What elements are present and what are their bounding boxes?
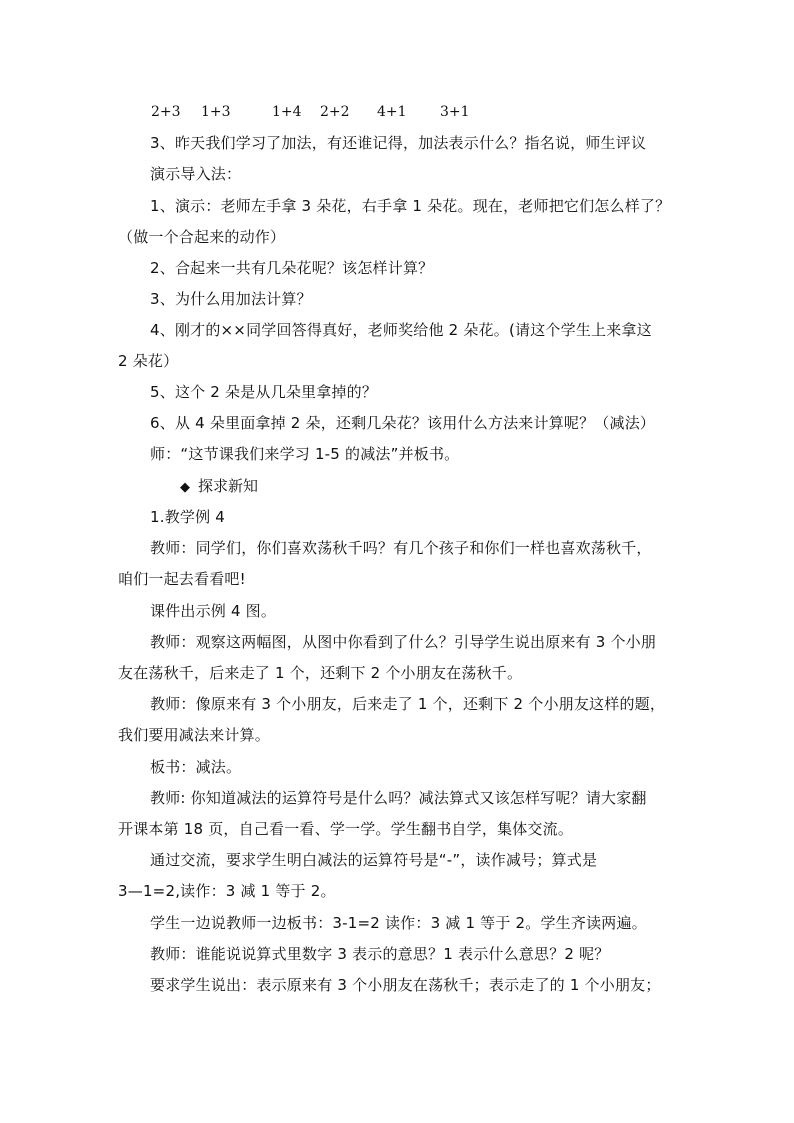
paragraph-line: 3、昨天我们学习了加法，有还谁记得，加法表示什么？指名说，师生评议 (150, 134, 647, 152)
paragraph-line: 友在荡秋千，后来走了 1 个，还剩下 2 个小朋友在荡秋千。 (118, 664, 523, 682)
section-heading (180, 476, 258, 498)
paragraph-line: 教师：像原来有 3 个小朋友，后来走了 1 个，还剩下 2 个小朋友这样的题， (150, 695, 666, 713)
paragraph-line: 教师: 你知道减法的运算符号是什么吗？减法算式又该怎样写呢？请大家翻 (150, 789, 647, 807)
paragraph-line: 2、合起来一共有几朵花呢？该怎样计算？ (150, 259, 434, 277)
paragraph-line: 开课本第 18 页，自己看一看、学一学。学生翻书自学，集体交流。 (118, 820, 574, 838)
paragraph-line: 咱们一起去看看吧! (118, 570, 246, 588)
paragraph-line: 学生一边说教师一边板书：3-1=2 读作：3 减 1 等于 2。学生齐读两遍。 (150, 914, 647, 932)
paragraph-line: 教师：同学们，你们喜欢荡秋千吗？有几个孩子和你们一样也喜欢荡秋千， (150, 539, 652, 557)
paragraph-line: 4、刚才的××同学回答得真好，老师奖给他 2 朵花。(请这个学生上来拿这 (150, 321, 652, 339)
exercise-item: 2+2 (320, 104, 350, 120)
exercise-item: 1+4 (272, 104, 302, 120)
paragraph-line: 师：“这节课我们来学习 1-5 的减法”并板书。 (150, 445, 460, 463)
paragraph-line: 1.教学例 4 (150, 508, 226, 526)
paragraph-line: 教师：谁能说说算式里数字 3 表示的意思？1 表示什么意思？2 呢？ (150, 945, 610, 963)
paragraph-line: 6、从 4 朵里面拿掉 2 朵，还剩几朵花？该用什么方法来计算呢？（减法） (150, 414, 656, 432)
exercise-item: 3+1 (440, 104, 470, 120)
exercise-item: 4+1 (377, 104, 407, 120)
paragraph-line: 教师：观察这两幅图，从图中你看到了什么？引导学生说出原来有 3 个小朋 (150, 633, 657, 651)
paragraph-line: （做一个合起来的动作） (118, 228, 286, 246)
paragraph-line: 1、演示：老师左手拿 3 朵花，右手拿 1 朵花。现在，老师把它们怎么样了？ (150, 197, 671, 215)
paragraph-line: 5、这个 2 朵是从几朵里拿掉的？ (150, 383, 378, 401)
diamond-bullet-icon: ◆ (180, 480, 190, 495)
section-title: 探求新知 (198, 477, 259, 495)
paragraph-line: 课件出示例 4 图。 (150, 602, 277, 620)
exercise-item: 2+3 (151, 104, 181, 120)
paragraph-line: 通过交流，要求学生明白减法的运算符号是“-”，读作减号；算式是 (150, 851, 598, 869)
paragraph-line: 演示导入法： (150, 165, 242, 183)
paragraph-line: 板书：减法。 (150, 758, 242, 776)
paragraph-line: 2 朵花） (118, 352, 179, 370)
paragraph-line: 3—1=2,读作：3 减 1 等于 2。 (118, 882, 336, 900)
paragraph-line: 要求学生说出：表示原来有 3 个小朋友在荡秋千；表示走了的 1 个小朋友； (150, 976, 661, 994)
paragraph-line: 我们要用减法来计算。 (118, 726, 271, 744)
exercise-item: 1+3 (201, 104, 231, 120)
paragraph-line: 3、为什么用加法计算？ (150, 290, 312, 308)
